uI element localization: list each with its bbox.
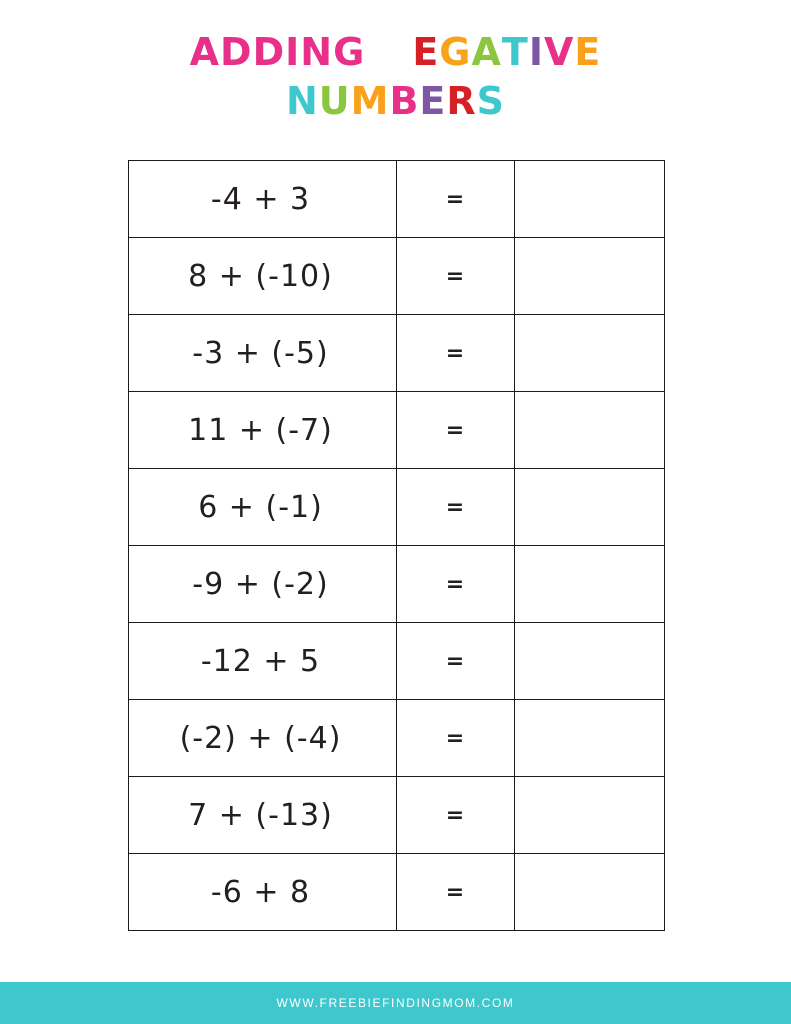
title-char: A	[471, 30, 502, 74]
footer-website-text: WWW.FREEBIEFINDINGMOM.COM	[276, 996, 515, 1010]
title-char: N	[379, 30, 413, 74]
title-char: U	[318, 79, 351, 124]
problem-expression: -12 + 5	[128, 623, 396, 700]
title-char: N	[285, 79, 319, 124]
problem-expression: 11 + (-7)	[128, 392, 396, 469]
equals-sign: =	[396, 854, 514, 931]
title-char: D	[220, 30, 253, 74]
equals-sign: =	[396, 315, 514, 392]
answer-box[interactable]	[514, 392, 664, 469]
problems-table-body	[128, 161, 664, 931]
title-char: E	[412, 30, 440, 74]
equals-sign: =	[396, 623, 514, 700]
title-char: G	[333, 30, 366, 74]
answer-box[interactable]	[514, 469, 664, 546]
answer-box[interactable]	[514, 854, 664, 931]
table-row	[128, 854, 664, 931]
title-char: R	[446, 79, 477, 124]
title-char: V	[543, 30, 575, 74]
title-char	[365, 32, 379, 73]
answer-box[interactable]	[514, 700, 664, 777]
problem-expression: -3 + (-5)	[128, 315, 396, 392]
title-char: E	[574, 30, 602, 74]
title-char: I	[285, 30, 301, 74]
title-char: S	[476, 79, 506, 124]
page-title-line-1	[0, 32, 791, 73]
title-char: M	[350, 79, 390, 124]
answer-box[interactable]	[514, 777, 664, 854]
title-char: D	[252, 30, 286, 74]
problem-expression: (-2) + (-4)	[128, 700, 396, 777]
title-char: N	[300, 30, 334, 74]
table-row	[128, 546, 664, 623]
table-row	[128, 161, 664, 238]
title-char: A	[189, 30, 221, 74]
problem-expression: -9 + (-2)	[128, 546, 396, 623]
page-title	[0, 32, 791, 122]
table-row	[128, 623, 664, 700]
table-row	[128, 700, 664, 777]
equals-sign: =	[396, 238, 514, 315]
problem-expression: 7 + (-13)	[128, 777, 396, 854]
title-char: E	[419, 79, 447, 124]
table-row	[128, 238, 664, 315]
problem-expression: 6 + (-1)	[128, 469, 396, 546]
page-title-line-2	[0, 81, 791, 122]
problem-expression: 8 + (-10)	[128, 238, 396, 315]
table-row	[128, 315, 664, 392]
problems-table	[128, 160, 665, 931]
title-char: I	[528, 30, 544, 74]
answer-box[interactable]	[514, 315, 664, 392]
title-char: T	[501, 30, 529, 74]
footer-bar	[0, 982, 791, 1024]
answer-box[interactable]	[514, 546, 664, 623]
equals-sign: =	[396, 700, 514, 777]
table-row	[128, 469, 664, 546]
table-row	[128, 777, 664, 854]
equals-sign: =	[396, 777, 514, 854]
problem-expression: -6 + 8	[128, 854, 396, 931]
answer-box[interactable]	[514, 623, 664, 700]
equals-sign: =	[396, 546, 514, 623]
equals-sign: =	[396, 392, 514, 469]
answer-box[interactable]	[514, 161, 664, 238]
title-char: G	[439, 30, 472, 74]
title-char: B	[389, 79, 420, 124]
answer-box[interactable]	[514, 238, 664, 315]
problem-expression: -4 + 3	[128, 161, 396, 238]
problems-table-wrapper	[128, 160, 664, 931]
equals-sign: =	[396, 469, 514, 546]
table-row	[128, 392, 664, 469]
equals-sign: =	[396, 161, 514, 238]
